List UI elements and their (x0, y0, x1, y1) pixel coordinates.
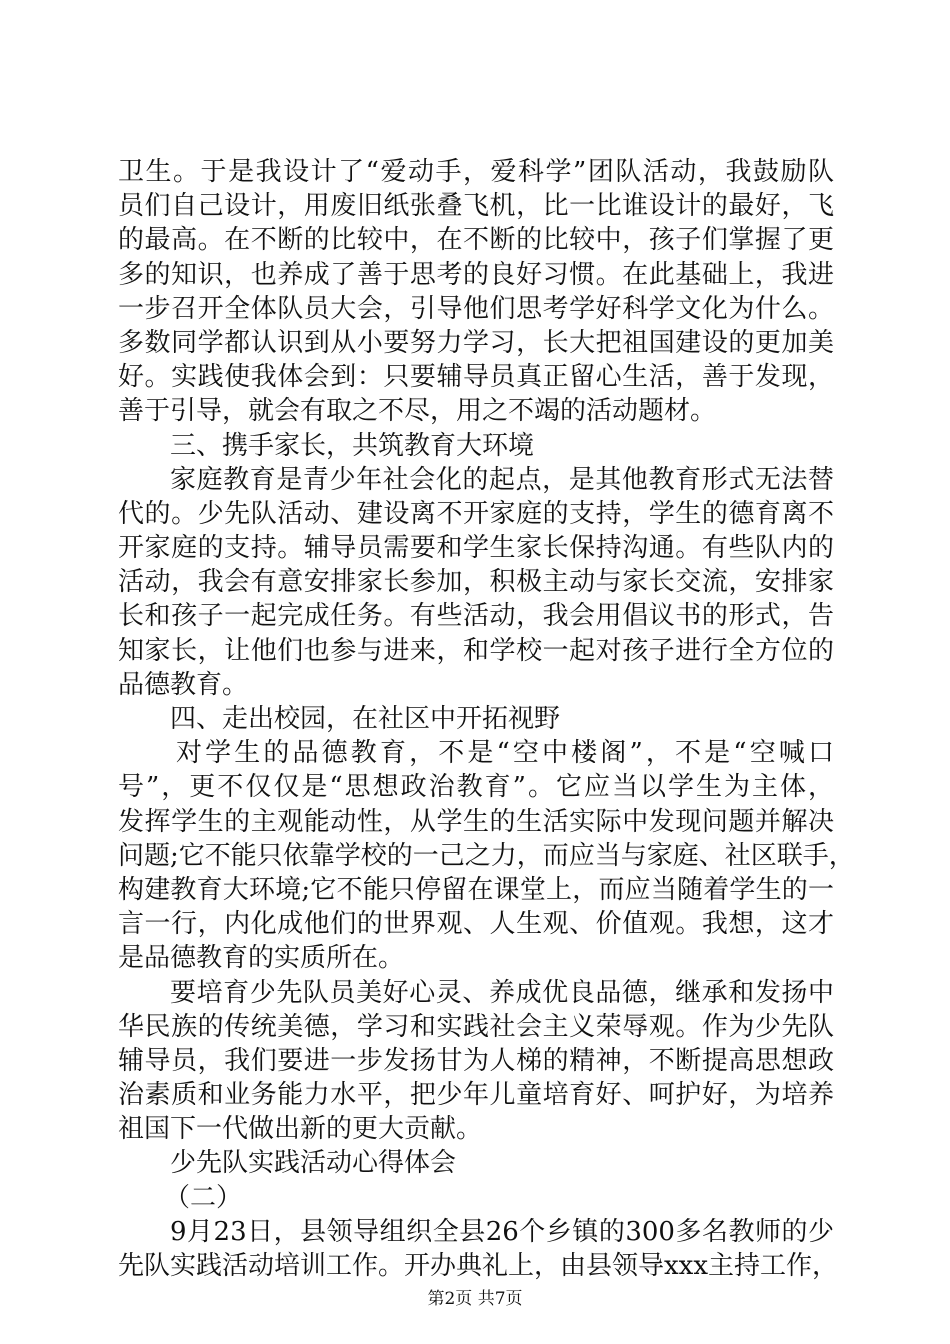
text-line: 品德教育。 (118, 669, 249, 700)
text-line: 善于引导，就会有取之不尽，用之不竭的活动题材。 (118, 396, 717, 427)
text-line: 对学生的品德教育，不是“空中楼阁”，不是“空喊口 (176, 738, 834, 769)
text-line: 长和孩子一起完成任务。有些活动，我会用倡议书的形式，告 (118, 601, 834, 632)
text-line: 构建教育大环境;它不能只停留在课堂上，而应当随着学生的一 (118, 874, 834, 905)
text-line: 发挥学生的主观能动性，从学生的生活实际中发现问题并解决 (118, 806, 834, 837)
text-line: 治素质和业务能力水平，把少年儿童培育好、呵护好，为培养 (118, 1080, 834, 1111)
text-line: 知家长，让他们也参与进来，和学校一起对孩子进行全方位的 (118, 635, 834, 666)
text-line: 祖国下一代做出新的更大贡献。 (118, 1114, 483, 1145)
text-line: 员们自己设计，用废旧纸张叠飞机，比一比谁设计的最好，飞 (118, 191, 834, 222)
text-line: 要培育少先队员美好心灵、养成优良品德，继承和发扬中 (170, 977, 834, 1008)
text-line: 代的。少先队活动、建设离不开家庭的支持，学生的德育离不 (118, 498, 834, 529)
page-number-footer: 第2页 共7页 (427, 1289, 523, 1309)
text-line: 好。实践使我体会到：只要辅导员真正留心生活，善于发现， (118, 362, 834, 393)
text-line: 号”，更不仅仅是“思想政治教育”。它应当以学生为主体， (118, 772, 834, 803)
text-line: 是品德教育的实质所在。 (118, 943, 405, 974)
text-line: 多数同学都认识到从小要努力学习，长大把祖国建设的更加美 (118, 327, 834, 358)
text-line: 多的知识，也养成了善于思考的良好习惯。在此基础上，我进 (118, 259, 834, 290)
section-heading: 四、走出校园，在社区中开拓视野 (170, 704, 561, 734)
text-line: 活动，我会有意安排家长参加，积极主动与家长交流，安排家 (118, 567, 834, 598)
text-line: 卫生。于是我设计了“爱动手，爱科学”团队活动，我鼓励队 (118, 157, 834, 187)
section-heading: 三、携手家长，共筑教育大环境 (170, 430, 535, 461)
text-line: 华民族的传统美德，学习和实践社会主义荣辱观。作为少先队 (118, 1011, 834, 1042)
text-line: 的最高。在不断的比较中，在不断的比较中，孩子们掌握了更 (118, 225, 834, 256)
text-line: 一步召开全体队员大会，引导他们思考学好科学文化为什么。 (118, 293, 834, 324)
text-line: 问题;它不能只依靠学校的一己之力，而应当与家庭、社区联手， (118, 840, 855, 871)
text-line: 开家庭的支持。辅导员需要和学生家长保持沟通。有些队内的 (118, 533, 834, 564)
text-line: 先队实践活动培训工作。开办典礼上，由县领导xxx主持工作， (118, 1251, 838, 1281)
text-line: 辅导员，我们要进一步发扬甘为人梯的精神，不断提高思想政 (118, 1045, 834, 1076)
text-line: 家庭教育是青少年社会化的起点，是其他教育形式无法替 (170, 464, 834, 495)
document-body (118, 155, 855, 1283)
subtitle: 少先队实践活动心得体会 (170, 1148, 457, 1179)
text-line: 言一行，内化成他们的世界观、人生观、价值观。我想，这才 (118, 909, 834, 940)
text-line: 9月23日，县领导组织全县26个乡镇的300多名教师的少 (170, 1216, 834, 1247)
subtitle-number: （二） (164, 1182, 243, 1213)
